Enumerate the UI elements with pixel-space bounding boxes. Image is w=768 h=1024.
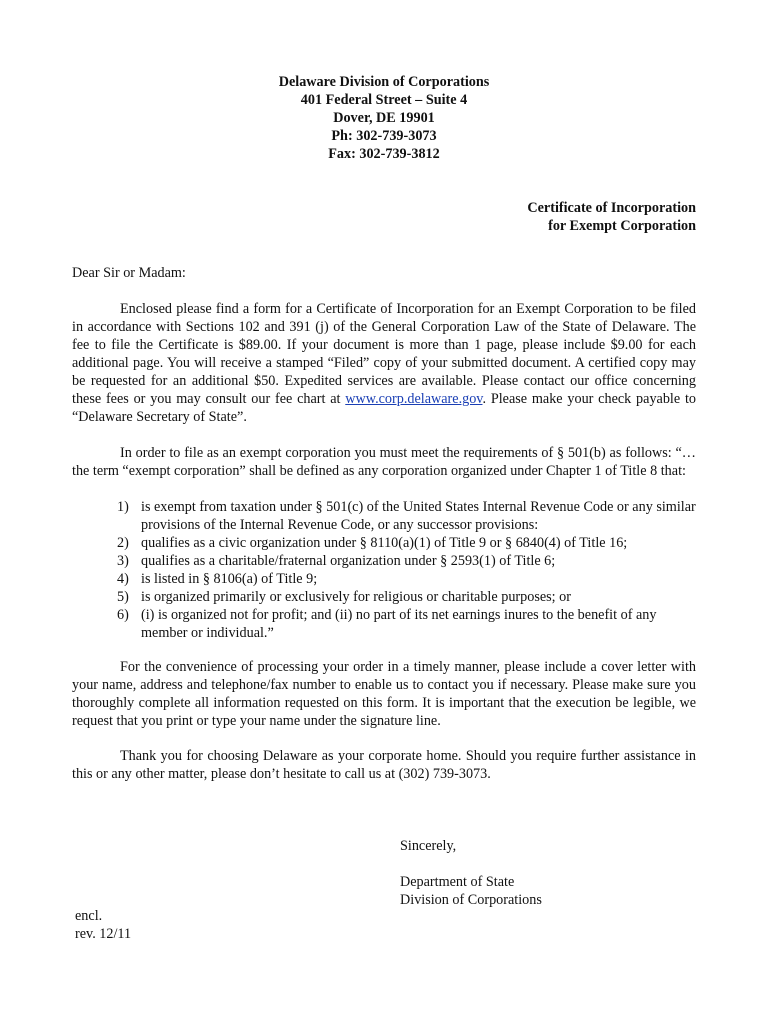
list-item-number: 1) — [117, 499, 129, 515]
list-item-number: 6) — [117, 607, 129, 623]
paragraph-fees-text-end: . Please make your check payable to “Delaware Secretary of State”. — [72, 391, 696, 425]
list-item-text: is organized primarily or exclusively for religious or charitable purposes; or — [141, 589, 571, 605]
footer-notes — [75, 907, 131, 943]
corp-website-link[interactable]: www.corp.delaware.gov — [345, 391, 483, 407]
revision-note: rev. 12/11 — [75, 926, 132, 942]
paragraph-fees-text: Enclosed please find a form for a Certificate of Incorporation for an Exempt Corporation to be filed in accordance with Sections 102 and 391 (j) of the General Corporation Law of the State of Delaware. The fee to file the Certificate is $89.00. If your document is more than 1 page, please include $9.00 for each additional page. You will receive a stamped “Filed” copy of your submitted document. A certified copy may be requested for an additional $50. Expedited services are available. Please contact our office concerning these fees or you may consult our fee chart at — [72, 301, 696, 407]
list-item-number: 3) — [117, 553, 129, 569]
paragraph-thanks: Thank you for choosing Delaware as your corporate home. Should you require further assistance in this or any other matter, please don’t hesitate to call us at (302) 739-3073. — [72, 748, 696, 782]
document-title — [527, 199, 696, 235]
list-item — [0, 588, 768, 606]
salutation: Dear Sir or Madam: — [72, 265, 186, 281]
letterhead-city: Dover, DE 19901 — [333, 110, 435, 126]
document-title-line1: Certificate of Incorporation — [527, 200, 696, 216]
list-item-text: qualifies as a civic organization under § 8110(a)(1) of Title 9 or § 6840(4) of Title 16; — [141, 535, 628, 551]
list-item-number: 2) — [117, 535, 129, 551]
list-item-number: 5) — [117, 589, 129, 605]
list-item — [0, 534, 768, 552]
list-item-text: (i) is organized not for profit; and (ii) no part of its net earnings inures to the benefit of any member or individual.” — [141, 607, 657, 641]
letterhead-phone: Ph: 302-739-3073 — [331, 128, 437, 144]
list-item-number: 4) — [117, 571, 129, 587]
letterhead-org: Delaware Division of Corporations — [278, 74, 490, 90]
closing-sincerely: Sincerely, — [400, 838, 457, 854]
signature-dept: Department of State — [400, 874, 515, 890]
list-item-text: is listed in § 8106(a) of Title 9; — [141, 571, 318, 587]
list-item-text: qualifies as a charitable/fraternal organization under § 2593(1) of Title 6; — [141, 553, 556, 569]
list-item-text: is exempt from taxation under § 501(c) of the United States Internal Revenue Code or any similar provisions of the Internal Revenue Code, or any successor provisions: — [141, 499, 696, 533]
list-item — [0, 498, 768, 534]
list-item — [0, 606, 768, 642]
paragraph-requirements: In order to file as an exempt corporation you must meet the requirements of § 501(b) as follows: “…the term “exempt corporation” shall be defined as any corporation organized under Chapter 1 of Title 8 that: — [72, 445, 696, 479]
document-title-line2: for Exempt Corporation — [548, 218, 696, 234]
letterhead-fax: Fax: 302-739-3812 — [328, 146, 440, 162]
requirements-list — [0, 498, 768, 642]
letterhead — [0, 73, 768, 163]
paragraph-fees — [72, 300, 696, 426]
enclosure-note: encl. — [75, 908, 103, 924]
signature-block — [400, 873, 542, 909]
list-item — [0, 552, 768, 570]
list-item — [0, 570, 768, 588]
signature-division: Division of Corporations — [400, 892, 542, 908]
paragraph-processing: For the convenience of processing your order in a timely manner, please include a cover letter with your name, address and telephone/fax number to enable us to contact you if necessary. Please make sure you thoroughly complete all information requested on this form. It is important that the execution be legible, we request that you print or type your name under the signature line. — [72, 659, 696, 729]
letterhead-street: 401 Federal Street – Suite 4 — [300, 92, 468, 108]
